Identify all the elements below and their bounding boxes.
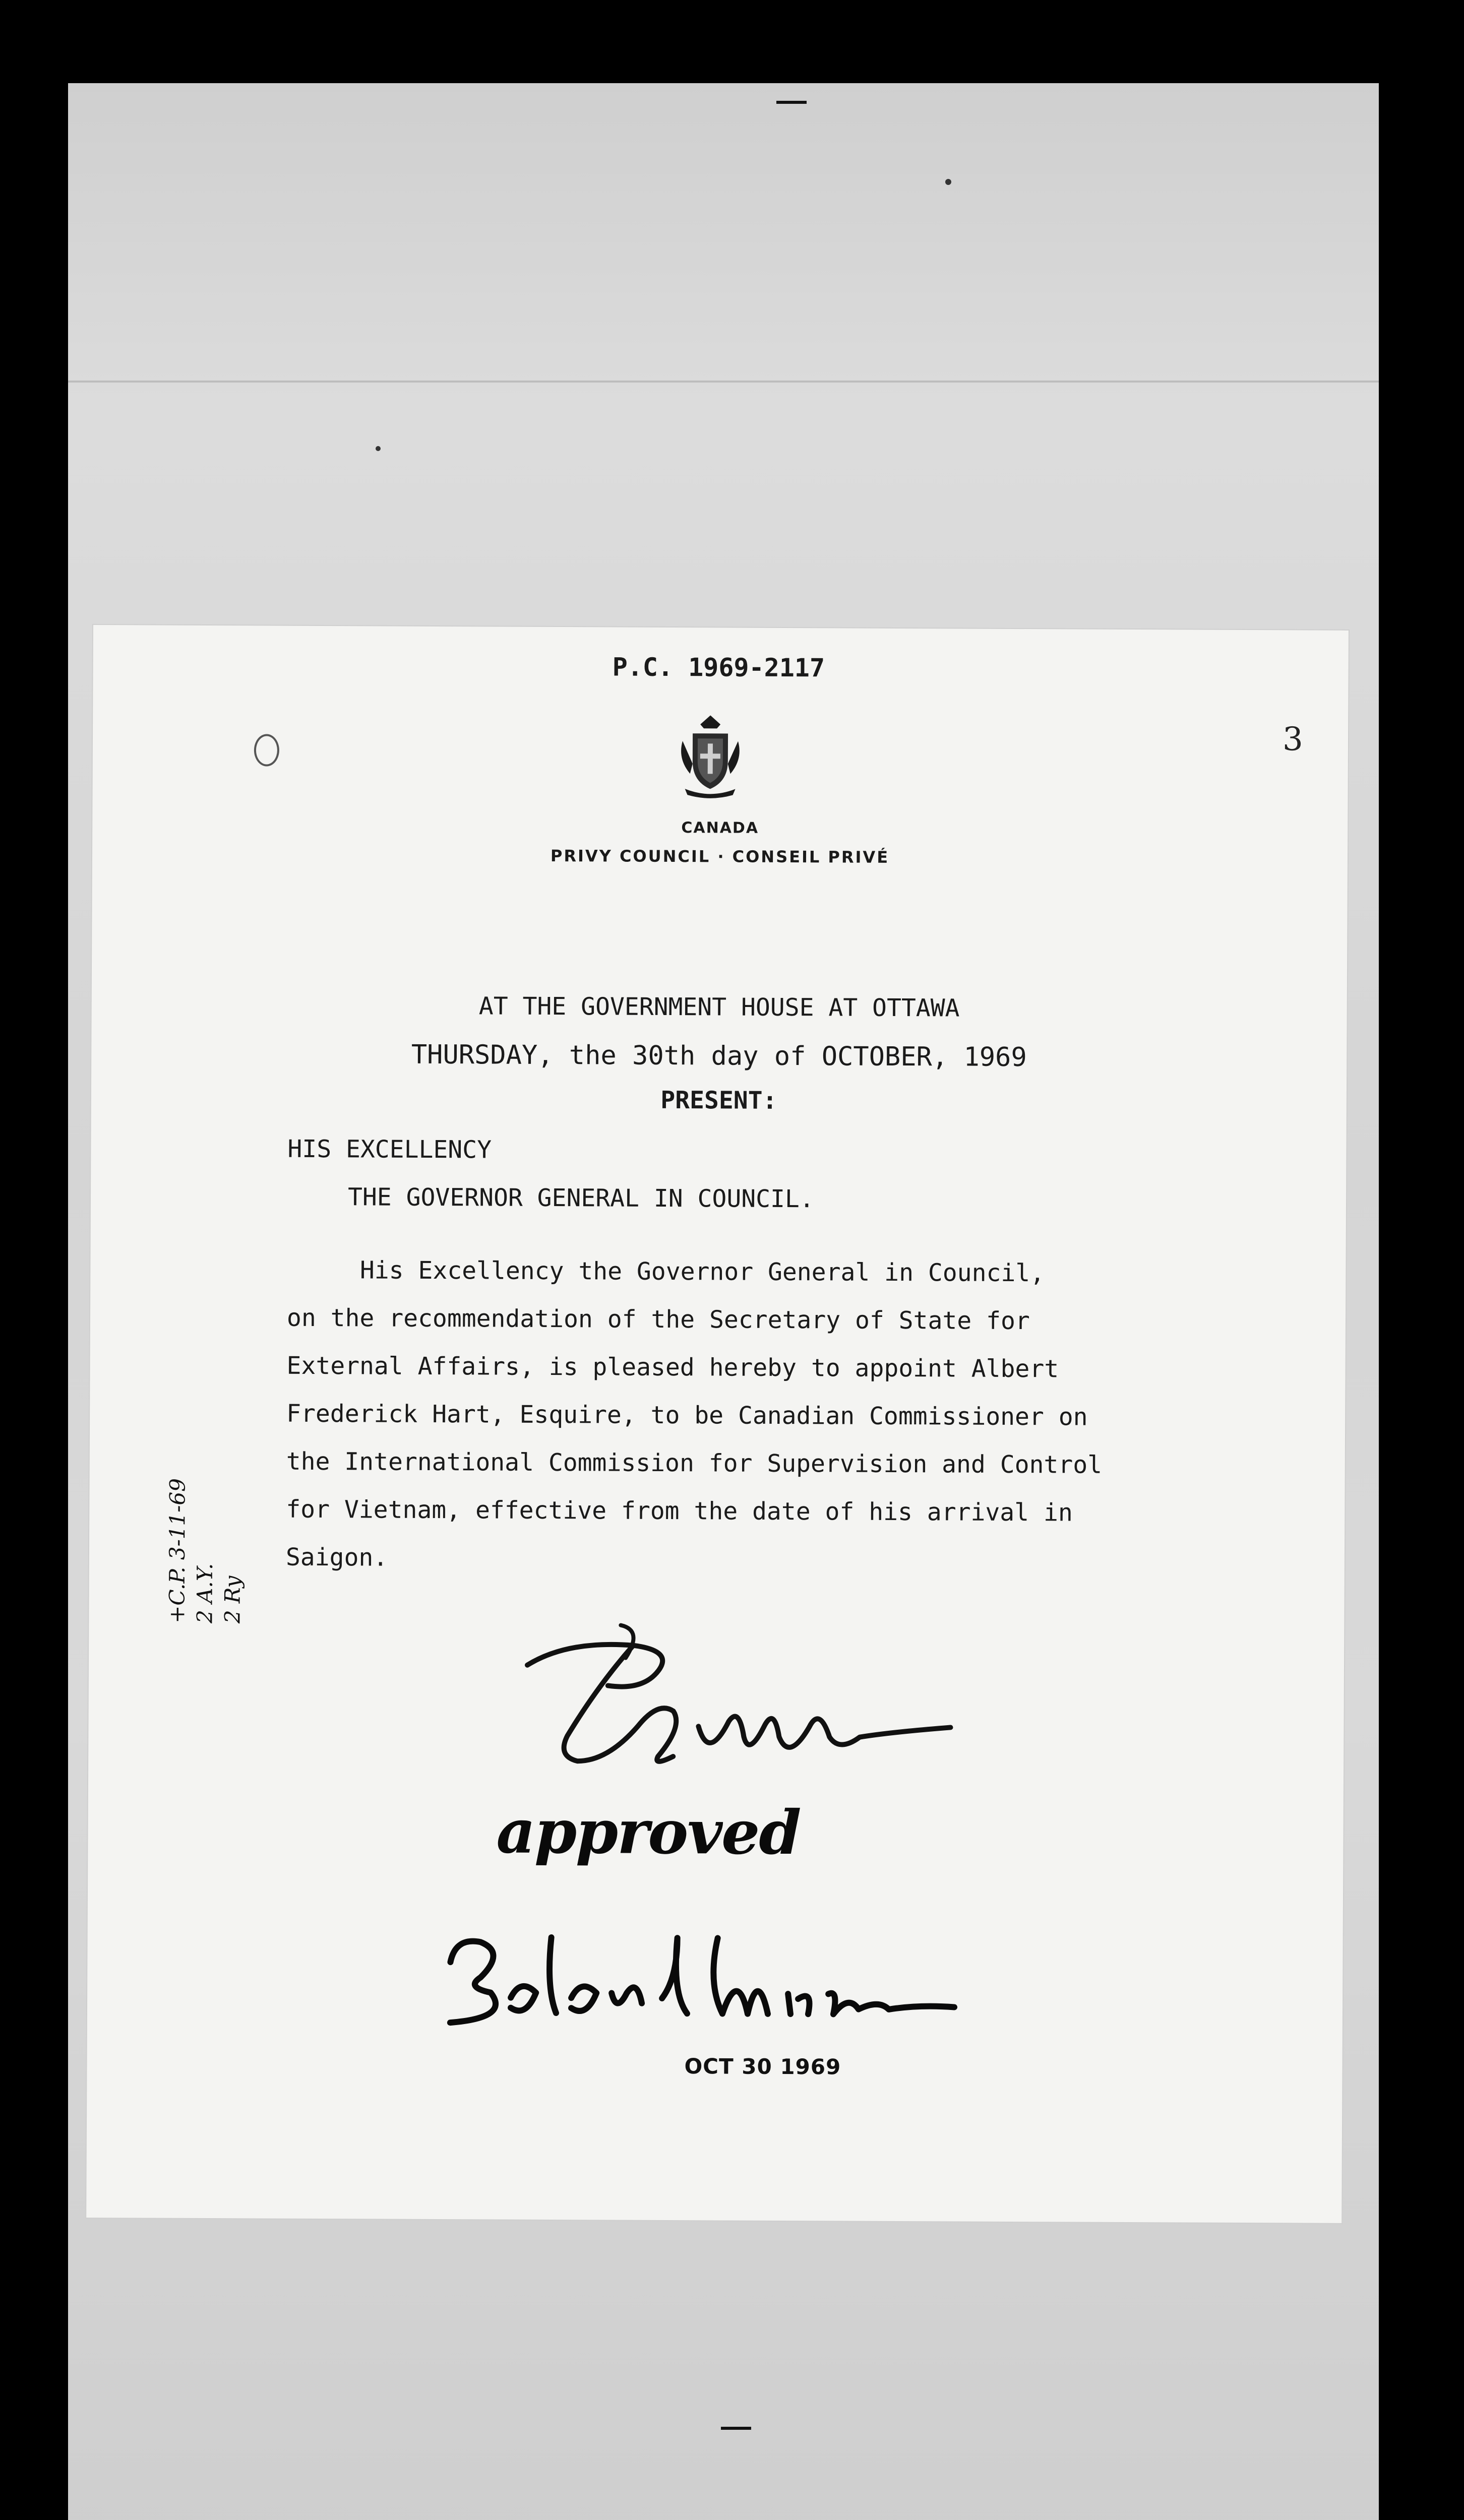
his-excellency-heading: HIS EXCELLENCY	[287, 1135, 492, 1164]
present-heading: PRESENT:	[660, 1086, 777, 1115]
order-number: P.C. 1969-2117	[612, 652, 825, 683]
governor-general-signature	[435, 1917, 965, 2045]
prime-minister-signature	[507, 1610, 961, 1783]
body-text-line: the International Commission for Supervision and Control	[286, 1447, 1103, 1479]
film-speck	[945, 179, 951, 185]
approval-date-stamp: OCT 30 1969	[684, 2054, 841, 2080]
page-number: 3	[1282, 721, 1303, 759]
coat-of-arms-icon	[673, 713, 749, 799]
body-text-line: on the recommendation of the Secretary of State for	[286, 1303, 1030, 1336]
meeting-date: THURSDAY, the 30th day of OCTOBER, 1969	[411, 1039, 1027, 1073]
letterhead-country: CANADA	[681, 819, 759, 837]
order-in-council-page	[86, 625, 1349, 2223]
film-tick-mark	[721, 2427, 751, 2430]
body-text-line: External Affairs, is pleased hereby to appoint Albert	[286, 1351, 1059, 1383]
body-text-line: Frederick Hart, Esquire, to be Canadian Commissioner on	[286, 1399, 1088, 1431]
film-tick-mark	[776, 101, 807, 104]
meeting-location: AT THE GOVERNMENT HOUSE AT OTTAWA	[478, 992, 960, 1023]
handwritten-margin-note	[164, 1442, 246, 1624]
punch-hole-mark	[254, 734, 279, 766]
approved-handwritten: approved	[496, 1796, 801, 1869]
margin-note-line: +C.P. 3-11-69	[164, 1478, 190, 1623]
body-text-line: His Excellency the Governor General in Council,	[287, 1255, 1045, 1288]
body-text-line: for Vietnam, effective from the date of his arrival in	[286, 1495, 1073, 1527]
film-speck	[376, 446, 381, 451]
margin-note-line: 2 A.Y.	[192, 1563, 217, 1624]
margin-note-line: 2 Ry	[220, 1576, 245, 1624]
letterhead-council: PRIVY COUNCIL · CONSEIL PRIVÉ	[550, 846, 890, 867]
film-fold-line	[68, 381, 1379, 383]
body-text-line: Saigon.	[285, 1543, 388, 1572]
governor-general-heading: THE GOVERNOR GENERAL IN COUNCIL.	[347, 1183, 814, 1214]
